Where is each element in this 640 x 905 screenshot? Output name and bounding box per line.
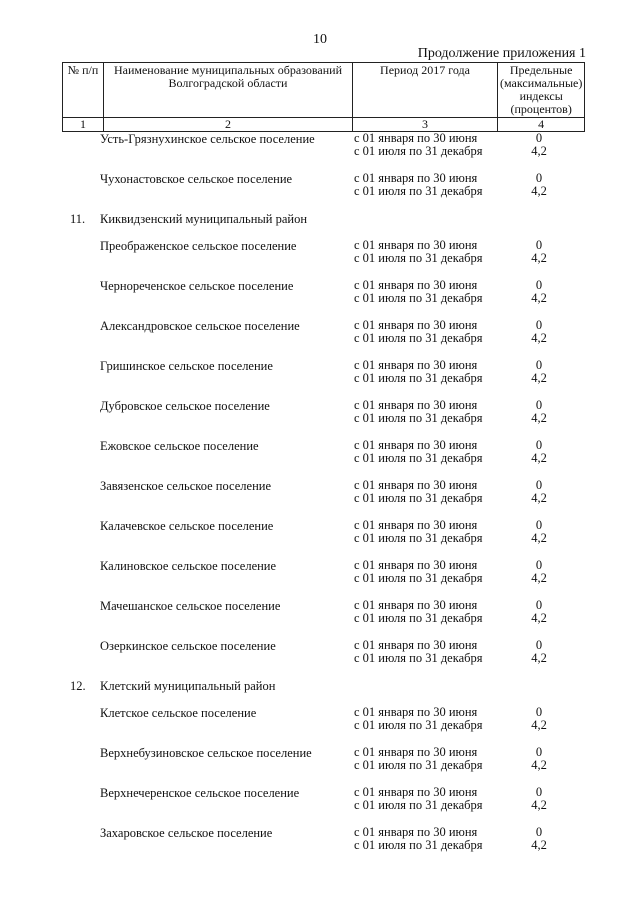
period-second-half: с 01 июля по 31 декабря [354,531,483,545]
period-cell [354,559,504,599]
district-name: Киквидзенский муниципальный район [100,212,308,226]
period-second-half: с 01 июля по 31 декабря [354,491,483,505]
index-cell [504,399,574,439]
index-first-half: 0 [535,238,543,252]
header-index: Предельные (максимальные) индексы (процентов) [498,63,585,118]
period-cell [354,319,504,359]
period-first-half: с 01 января по 30 июня [354,278,478,292]
header-period: Период 2017 года [353,63,498,118]
index-cell [504,439,574,479]
period-second-half: с 01 июля по 31 декабря [354,611,483,625]
settlement-row [0,172,640,212]
period-cell [354,359,504,399]
index-first-half: 0 [535,438,543,452]
period-cell [354,279,504,319]
settlement-row [0,132,640,172]
header-name: Наименование муниципальных образований Волгоградской области [104,63,353,118]
settlement-row [0,439,640,479]
period-first-half: с 01 января по 30 июня [354,825,478,839]
index-first-half: 0 [535,398,543,412]
settlement-name: Клетское сельское поселение [100,706,257,720]
index-second-half: 4,2 [531,371,547,385]
index-cell [504,599,574,639]
settlement-name: Ежовское сельское поселение [100,439,259,453]
settlement-name: Гришинское сельское поселение [100,359,273,373]
period-cell [354,519,504,559]
settlement-name: Захаровское сельское поселение [100,826,273,840]
settlement-row [0,559,640,599]
period-first-half: с 01 января по 30 июня [354,558,478,572]
period-second-half: с 01 июля по 31 декабря [354,251,483,265]
period-cell [354,479,504,519]
period-second-half: с 01 июля по 31 декабря [354,411,483,425]
index-first-half: 0 [535,785,543,799]
index-first-half: 0 [535,171,543,185]
district-row [0,212,640,239]
district-number: 11. [70,212,86,226]
index-second-half: 4,2 [531,571,547,585]
page-number: 10 [313,32,327,47]
period-cell [354,399,504,439]
period-second-half: с 01 июля по 31 декабря [354,718,483,732]
settlement-name: Озеркинское сельское поселение [100,639,276,653]
settlement-name: Завязенское сельское поселение [100,479,271,493]
period-first-half: с 01 января по 30 июня [354,171,478,185]
period-cell [354,439,504,479]
period-cell [354,786,504,826]
index-cell [504,639,574,679]
header-num: № п/п [63,63,104,118]
column-number-1: 1 [63,118,104,132]
index-cell [504,479,574,519]
index-cell [504,786,574,826]
period-cell [354,132,504,172]
index-cell [504,519,574,559]
settlement-row [0,239,640,279]
period-cell [354,746,504,786]
index-first-half: 0 [535,825,543,839]
index-second-half: 4,2 [531,798,547,812]
period-first-half: с 01 января по 30 июня [354,745,478,759]
period-second-half: с 01 июля по 31 декабря [354,571,483,585]
period-second-half: с 01 июля по 31 декабря [354,291,483,305]
settlement-row [0,746,640,786]
index-second-half: 4,2 [531,251,547,265]
settlement-name: Дубровское сельское поселение [100,399,270,413]
index-first-half: 0 [535,598,543,612]
period-second-half: с 01 июля по 31 декабря [354,758,483,772]
settlement-row [0,826,640,866]
settlement-row [0,639,640,679]
period-second-half: с 01 июля по 31 декабря [354,798,483,812]
period-first-half: с 01 января по 30 июня [354,358,478,372]
period-first-half: с 01 января по 30 июня [354,438,478,452]
index-cell [504,359,574,399]
period-second-half: с 01 июля по 31 декабря [354,451,483,465]
settlement-row [0,399,640,439]
period-second-half: с 01 июля по 31 декабря [354,371,483,385]
index-second-half: 4,2 [531,491,547,505]
index-first-half: 0 [535,705,543,719]
period-first-half: с 01 января по 30 июня [354,238,478,252]
column-number-4: 4 [498,118,585,132]
index-second-half: 4,2 [531,651,547,665]
index-first-half: 0 [535,478,543,492]
column-number-3: 3 [353,118,498,132]
index-cell [504,746,574,786]
period-second-half: с 01 июля по 31 декабря [354,331,483,345]
index-cell [504,826,574,866]
period-cell [354,826,504,866]
settlement-name: Калиновское сельское поселение [100,559,277,573]
settlement-row [0,359,640,399]
index-first-half: 0 [535,558,543,572]
settlement-name: Александровское сельское поселение [100,319,300,333]
index-first-half: 0 [535,318,543,332]
period-second-half: с 01 июля по 31 декабря [354,144,483,158]
period-cell [354,599,504,639]
period-first-half: с 01 января по 30 июня [354,785,478,799]
index-cell [504,279,574,319]
index-second-half: 4,2 [531,144,547,158]
column-number-2: 2 [104,118,353,132]
index-cell [504,706,574,746]
period-cell [354,639,504,679]
period-first-half: с 01 января по 30 июня [354,131,478,145]
settlement-name: Верхнечеренское сельское поселение [100,786,300,800]
settlement-row [0,279,640,319]
period-first-half: с 01 января по 30 июня [354,518,478,532]
index-first-half: 0 [535,358,543,372]
table-body [0,132,640,866]
settlement-name: Чернореченское сельское поселение [100,279,294,293]
period-second-half: с 01 июля по 31 декабря [354,184,483,198]
settlement-row [0,519,640,559]
period-first-half: с 01 января по 30 июня [354,598,478,612]
index-second-half: 4,2 [531,411,547,425]
settlement-name: Преображенское сельское поселение [100,239,297,253]
index-second-half: 4,2 [531,718,547,732]
index-second-half: 4,2 [531,531,547,545]
settlement-row [0,479,640,519]
period-cell [354,239,504,279]
index-first-half: 0 [535,745,543,759]
settlement-name: Верхнебузиновское сельское поселение [100,746,312,760]
settlement-name: Мачешанское сельское поселение [100,599,281,613]
settlement-row [0,319,640,359]
index-cell [504,319,574,359]
table-header [62,62,585,132]
period-second-half: с 01 июля по 31 декабря [354,651,483,665]
settlement-row [0,786,640,826]
index-first-half: 0 [535,131,543,145]
district-row [0,679,640,706]
district-number: 12. [70,679,86,693]
settlement-row [0,599,640,639]
settlement-name: Усть-Грязнухинское сельское поселение [100,132,315,146]
period-first-half: с 01 января по 30 июня [354,705,478,719]
period-first-half: с 01 января по 30 июня [354,318,478,332]
index-first-half: 0 [535,638,543,652]
index-second-half: 4,2 [531,331,547,345]
index-cell [504,132,574,172]
index-second-half: 4,2 [531,758,547,772]
index-second-half: 4,2 [531,184,547,198]
index-second-half: 4,2 [531,291,547,305]
period-second-half: с 01 июля по 31 декабря [354,838,483,852]
index-first-half: 0 [535,518,543,532]
period-cell [354,706,504,746]
settlement-name: Чухонастовское сельское поселение [100,172,293,186]
period-first-half: с 01 января по 30 июня [354,478,478,492]
index-cell [504,559,574,599]
index-cell [504,239,574,279]
settlement-name: Калачевское сельское поселение [100,519,274,533]
index-second-half: 4,2 [531,838,547,852]
settlement-row [0,706,640,746]
period-cell [354,172,504,212]
period-first-half: с 01 января по 30 июня [354,638,478,652]
index-second-half: 4,2 [531,451,547,465]
index-second-half: 4,2 [531,611,547,625]
period-first-half: с 01 января по 30 июня [354,398,478,412]
index-first-half: 0 [535,278,543,292]
district-name: Клетский муниципальный район [100,679,276,693]
index-cell [504,172,574,212]
appendix-note: Продолжение приложения 1 [417,46,586,61]
